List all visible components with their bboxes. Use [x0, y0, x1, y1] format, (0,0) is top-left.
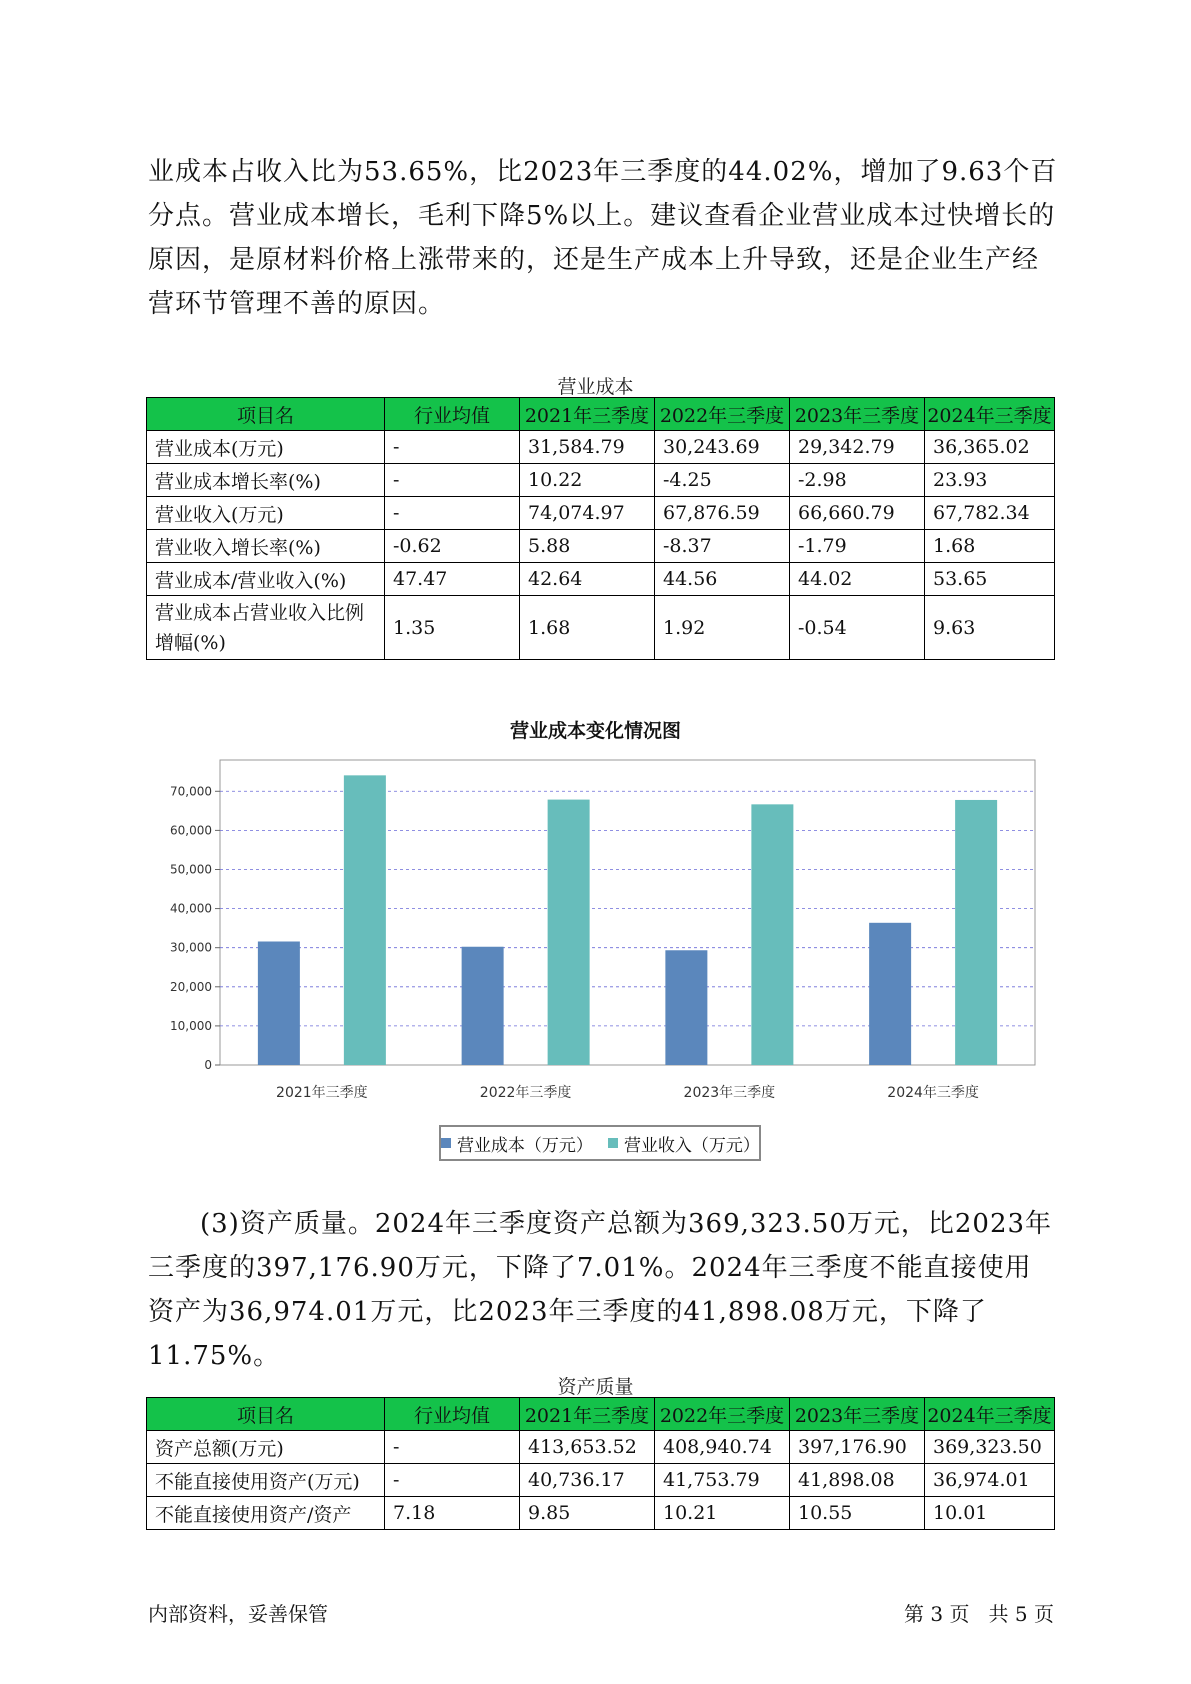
- col-header: 行业均值: [385, 1398, 520, 1431]
- col-header: 2023年三季度: [790, 398, 925, 431]
- chart-title: 营业成本变化情况图: [509, 720, 681, 742]
- bar-cost: [869, 923, 911, 1065]
- table-cell: 1.92: [655, 596, 790, 660]
- x-tick-label: 2024年三季度: [887, 1085, 979, 1101]
- table-cell: -: [385, 1431, 520, 1464]
- asset-table: [146, 1397, 1055, 1530]
- table-cell: 408,940.74: [655, 1431, 790, 1464]
- table1-caption: 营业成本: [557, 376, 634, 398]
- col-header: 2021年三季度: [520, 398, 655, 431]
- plot-frame: [220, 760, 1035, 1065]
- legend-swatch-cost: [441, 1138, 451, 1148]
- table-cell: 66,660.79: [790, 497, 925, 530]
- cost-table-header-row: [147, 398, 1055, 431]
- table-cell: 36,974.01: [925, 1464, 1055, 1497]
- table-cell: 9.63: [925, 596, 1055, 660]
- col-header: 2024年三季度: [925, 398, 1055, 431]
- table-cell: -2.98: [790, 464, 925, 497]
- bar-revenue: [751, 804, 793, 1065]
- table-cell: -: [385, 497, 520, 530]
- table-cell: 营业成本/营业收入(%): [147, 563, 385, 596]
- table-cell: 67,782.34: [925, 497, 1055, 530]
- y-tick-label: 40,000: [170, 901, 212, 916]
- table-cell: 40,736.17: [520, 1464, 655, 1497]
- table-cell: -4.25: [655, 464, 790, 497]
- table-cell: 5.88: [520, 530, 655, 563]
- table-cell: 30,243.69: [655, 431, 790, 464]
- table-cell: 10.21: [655, 1497, 790, 1530]
- table-cell: 44.56: [655, 563, 790, 596]
- bar-revenue: [344, 775, 386, 1065]
- table-row: [147, 530, 1055, 563]
- table-cell: 1.68: [925, 530, 1055, 563]
- legend-label-revenue: 营业收入（万元）: [623, 1135, 760, 1156]
- y-tick-label: 30,000: [170, 940, 212, 955]
- paragraph-cost-analysis: 业成本占收入比为53.65%，比2023年三季度的44.02%，增加了9.63个百分点。营业成本增长，毛利下降5%以上。建议查看企业营业成本过快增长的原因，是原材料价格上涨带来的，还是生产成本上升导致，还是企业生产经营环节管理不善的原因。: [148, 157, 1058, 319]
- legend-item-cost: [441, 1131, 592, 1156]
- table-row: [147, 1464, 1055, 1497]
- table-row: [147, 596, 1055, 660]
- table-cell: 营业收入(万元): [147, 497, 385, 530]
- col-header: 项目名: [147, 398, 385, 431]
- table-cell: -: [385, 431, 520, 464]
- table-cell: -0.62: [385, 530, 520, 563]
- legend-swatch-revenue: [608, 1138, 618, 1148]
- y-tick-label: 50,000: [170, 862, 212, 877]
- table-cell: 36,365.02: [925, 431, 1055, 464]
- y-tick-label: 0: [204, 1058, 212, 1072]
- x-tick-label: 2022年三季度: [479, 1085, 572, 1101]
- table-cell: 资产总额(万元): [147, 1431, 385, 1464]
- chart-legend: [439, 1125, 761, 1161]
- table-cell: 53.65: [925, 563, 1055, 596]
- legend-item-revenue: [608, 1131, 759, 1156]
- table-cell: -: [385, 464, 520, 497]
- table-cell: -1.79: [790, 530, 925, 563]
- table-cell: 1.68: [520, 596, 655, 660]
- x-tick-label: 2023年三季度: [683, 1085, 776, 1101]
- table-cell: 397,176.90: [790, 1431, 925, 1464]
- table-cell: 67,876.59: [655, 497, 790, 530]
- table-row: [147, 431, 1055, 464]
- legend-label-cost: 营业成本（万元）: [456, 1135, 593, 1156]
- table-cell: 74,074.97: [520, 497, 655, 530]
- table2-caption: 资产质量: [557, 1376, 634, 1398]
- table-cell: 营业成本增长率(%): [147, 464, 385, 497]
- col-header: 项目名: [147, 1398, 385, 1431]
- bar-cost: [258, 941, 300, 1065]
- col-header: 2021年三季度: [520, 1398, 655, 1431]
- table-cell: 不能直接使用资产/资产: [147, 1497, 385, 1530]
- table-cell: 42.64: [520, 563, 655, 596]
- bar-revenue: [548, 800, 590, 1065]
- table-cell: 31,584.79: [520, 431, 655, 464]
- cost-chart-svg: [145, 740, 1045, 1120]
- y-tick-label: 60,000: [170, 823, 212, 838]
- table-cell: 10.55: [790, 1497, 925, 1530]
- footer-page-number: 第 3 页 共 5 页: [904, 1602, 1054, 1626]
- table-cell: 营业收入增长率(%): [147, 530, 385, 563]
- table-cell: 44.02: [790, 563, 925, 596]
- table-cell: -0.54: [790, 596, 925, 660]
- table-cell: 10.01: [925, 1497, 1055, 1530]
- bar-revenue: [955, 800, 997, 1065]
- col-header: 2022年三季度: [655, 398, 790, 431]
- y-tick-label: 20,000: [170, 979, 212, 994]
- table-cell: 369,323.50: [925, 1431, 1055, 1464]
- col-header: 行业均值: [385, 398, 520, 431]
- x-tick-label: 2021年三季度: [276, 1085, 368, 1101]
- col-header: 2023年三季度: [790, 1398, 925, 1431]
- footer-confidential: 内部资料，妥善保管: [148, 1602, 328, 1626]
- table-cell: 7.18: [385, 1497, 520, 1530]
- col-header: 2022年三季度: [655, 1398, 790, 1431]
- table-row: [147, 464, 1055, 497]
- table-cell: 营业成本占营业收入比例增幅(%): [147, 596, 385, 660]
- table-cell: 1.35: [385, 596, 520, 660]
- table-cell: 9.85: [520, 1497, 655, 1530]
- table-cell: 47.47: [385, 563, 520, 596]
- y-tick-label: 10,000: [170, 1018, 212, 1033]
- bar-cost: [665, 950, 707, 1065]
- table-cell: -: [385, 1464, 520, 1497]
- table-row: [147, 1431, 1055, 1464]
- cost-chart: [145, 740, 1045, 1160]
- table-cell: 营业成本(万元): [147, 431, 385, 464]
- table-row: [147, 563, 1055, 596]
- table-cell: -8.37: [655, 530, 790, 563]
- asset-table-header-row: [147, 1398, 1055, 1431]
- table-cell: 41,753.79: [655, 1464, 790, 1497]
- cost-table: [146, 397, 1055, 660]
- paragraph-asset-quality: (3)资产质量。2024年三季度资产总额为369,323.50万元，比2023年三季度的397,176.90万元，下降了7.01%。2024年三季度不能直接使用资产为36,974.01万元，比2023年三季度的41,898.08万元，下降了11.75%。: [148, 1209, 1053, 1371]
- y-tick-label: 70,000: [170, 784, 212, 799]
- table-row: [147, 1497, 1055, 1530]
- table-cell: 413,653.52: [520, 1431, 655, 1464]
- table-cell: 29,342.79: [790, 431, 925, 464]
- table-cell: 41,898.08: [790, 1464, 925, 1497]
- col-header: 2024年三季度: [925, 1398, 1055, 1431]
- table-cell: 23.93: [925, 464, 1055, 497]
- table-row: [147, 497, 1055, 530]
- table-cell: 10.22: [520, 464, 655, 497]
- bar-cost: [462, 947, 504, 1065]
- table-cell: 不能直接使用资产(万元): [147, 1464, 385, 1497]
